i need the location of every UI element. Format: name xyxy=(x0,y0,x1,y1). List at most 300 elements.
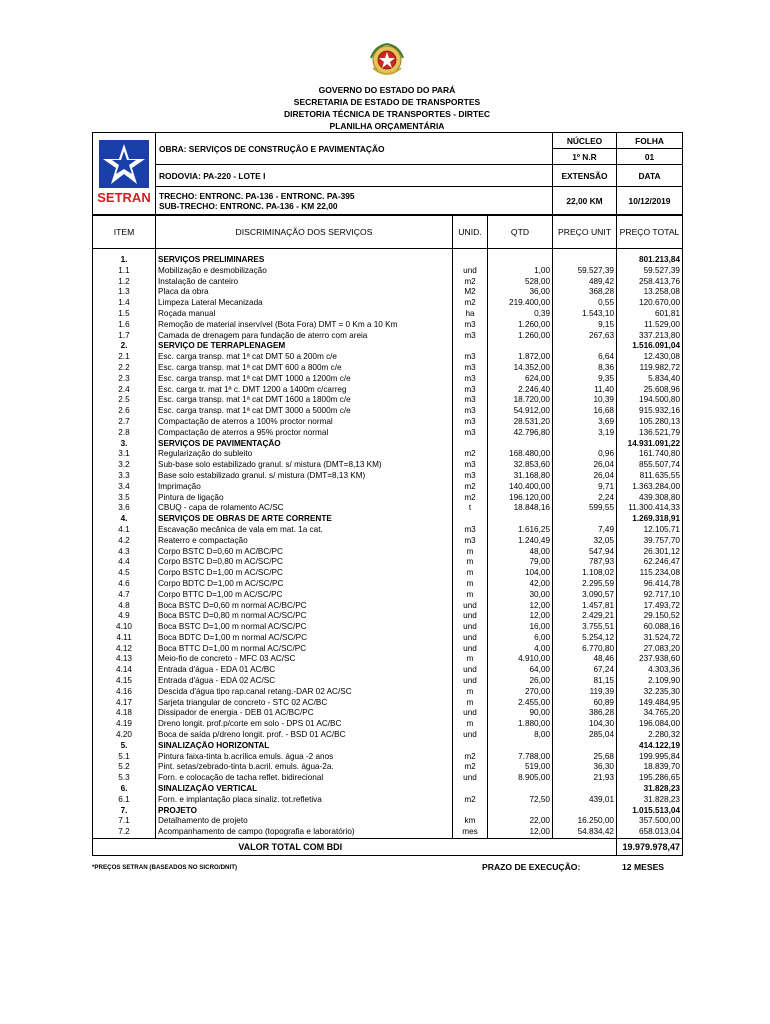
cell-desc: Dreno longit. prof.p/corte em solo - DPS 01 AC/BC xyxy=(156,719,453,730)
cell-qtd: 14.352,00 xyxy=(488,363,553,374)
table-row xyxy=(93,601,683,612)
cell-desc: Reaterro e compactação xyxy=(156,536,453,547)
cell-item: 4.6 xyxy=(93,579,156,590)
cell-desc: SERVIÇOS PRELIMINARES xyxy=(156,249,453,266)
cell-pt: 12.430,08 xyxy=(617,352,683,363)
cell-pu: 16,68 xyxy=(553,406,617,417)
cell-pt: 801.213,84 xyxy=(617,249,683,266)
cell-qtd: 18.720,00 xyxy=(488,395,553,406)
cell-unid: m2 xyxy=(453,795,488,806)
obra-field: OBRA: SERVIÇOS DE CONSTRUÇÃO E PAVIMENTAÇÃO xyxy=(156,133,553,165)
table-row xyxy=(93,287,683,298)
cell-pu: 6.770,80 xyxy=(553,644,617,655)
cell-qtd: 90,00 xyxy=(488,708,553,719)
cell-item: 4.10 xyxy=(93,622,156,633)
rodovia-field: RODOVIA: PA-220 - LOTE I xyxy=(156,165,553,187)
cell-qtd: 4.910,00 xyxy=(488,654,553,665)
cell-pu: 1.457,81 xyxy=(553,601,617,612)
subtrecho-field: SUB-TRECHO: ENTRONC. PA-136 - KM 22,00 xyxy=(156,201,553,215)
cell-qtd: 140.400,00 xyxy=(488,482,553,493)
cell-pt: 105.280,13 xyxy=(617,417,683,428)
cell-pu: 119,39 xyxy=(553,687,617,698)
cell-item: 3.3 xyxy=(93,471,156,482)
cell-unid xyxy=(453,784,488,795)
cell-pu xyxy=(553,249,617,266)
cell-pu: 9,35 xyxy=(553,374,617,385)
cell-unid: t xyxy=(453,503,488,514)
col-discriminacao: DISCRIMINAÇÃO DOS SERVIÇOS xyxy=(156,216,453,249)
cell-qtd xyxy=(488,784,553,795)
cell-item: 2.1 xyxy=(93,352,156,363)
cell-item: 3.5 xyxy=(93,493,156,504)
cell-pu: 32,05 xyxy=(553,536,617,547)
cell-desc: Placa da obra xyxy=(156,287,453,298)
cell-qtd xyxy=(488,806,553,817)
cell-unid xyxy=(453,741,488,752)
cell-pt: 29.150,52 xyxy=(617,611,683,622)
cell-unid: m3 xyxy=(453,395,488,406)
cell-pu: 7,49 xyxy=(553,525,617,536)
cell-qtd: 528,00 xyxy=(488,277,553,288)
cell-unid: m2 xyxy=(453,752,488,763)
cell-pt: 195.286,65 xyxy=(617,773,683,784)
cell-qtd: 26,00 xyxy=(488,676,553,687)
table-row xyxy=(93,752,683,763)
budget-sheet xyxy=(92,38,682,876)
cell-qtd: 219.400,00 xyxy=(488,298,553,309)
cell-item: 1.1 xyxy=(93,266,156,277)
cell-pt: 1.363.284,00 xyxy=(617,482,683,493)
cell-qtd xyxy=(488,741,553,752)
cell-unid xyxy=(453,806,488,817)
cell-pt: 1.516.091,04 xyxy=(617,341,683,352)
table-row xyxy=(93,687,683,698)
cell-pt: 115.234,08 xyxy=(617,568,683,579)
table-row xyxy=(93,719,683,730)
cell-qtd: 30,00 xyxy=(488,590,553,601)
total-label: VALOR TOTAL COM BDI xyxy=(93,839,488,856)
setran-logo xyxy=(93,133,156,215)
cell-desc: Mobilização e desmobilização xyxy=(156,266,453,277)
cell-qtd xyxy=(488,514,553,525)
cell-pu: 439,01 xyxy=(553,795,617,806)
state-coat-of-arms-icon xyxy=(365,38,409,82)
table-row xyxy=(93,352,683,363)
cell-pu: 0,96 xyxy=(553,449,617,460)
cell-item: 4.12 xyxy=(93,644,156,655)
cell-pt: 161.740,80 xyxy=(617,449,683,460)
col-qtd: QTD xyxy=(488,216,553,249)
table-row xyxy=(93,547,683,558)
data-label: DATA xyxy=(617,165,683,187)
cell-unid: m xyxy=(453,557,488,568)
cell-qtd: 48,00 xyxy=(488,547,553,558)
cell-desc: Sarjeta triangular de concreto - STC 02 AC/BC xyxy=(156,698,453,709)
cell-unid: m2 xyxy=(453,277,488,288)
cell-unid: m3 xyxy=(453,536,488,547)
cell-item: 5.2 xyxy=(93,762,156,773)
cell-pu: 0,55 xyxy=(553,298,617,309)
cell-qtd: 168.480,00 xyxy=(488,449,553,460)
cell-item: 4.7 xyxy=(93,590,156,601)
table-row xyxy=(93,471,683,482)
cell-qtd: 28.531,20 xyxy=(488,417,553,428)
cell-unid: mes xyxy=(453,827,488,838)
cell-unid: und xyxy=(453,730,488,741)
cell-desc: Esc. carga transp. mat 1ª cat DMT 50 a 200m c/e xyxy=(156,352,453,363)
cell-qtd: 22,00 xyxy=(488,816,553,827)
column-header-row xyxy=(92,215,683,249)
cell-pt: 62.246,47 xyxy=(617,557,683,568)
table-row xyxy=(93,730,683,741)
cell-unid: m3 xyxy=(453,363,488,374)
cell-pu: 8,36 xyxy=(553,363,617,374)
trecho-field: TRECHO: ENTRONC. PA-136 - ENTRONC. PA-395 xyxy=(156,187,553,201)
cell-unid: m3 xyxy=(453,406,488,417)
cell-pu: 6,64 xyxy=(553,352,617,363)
cell-pu: 81,15 xyxy=(553,676,617,687)
cell-qtd: 0,39 xyxy=(488,309,553,320)
cell-desc: Forn. e colocação de tacha reflet. bidirecional xyxy=(156,773,453,784)
cell-pt: 337.213,80 xyxy=(617,331,683,342)
cell-pt: 31.828,23 xyxy=(617,784,683,795)
cell-qtd: 270,00 xyxy=(488,687,553,698)
cell-pu: 599,55 xyxy=(553,503,617,514)
cell-pt: 96.414,78 xyxy=(617,579,683,590)
cell-unid: m3 xyxy=(453,428,488,439)
cell-pu: 267,63 xyxy=(553,331,617,342)
cell-qtd: 7.788,00 xyxy=(488,752,553,763)
cell-pu: 547,94 xyxy=(553,547,617,558)
cell-item: 7. xyxy=(93,806,156,817)
cell-unid xyxy=(453,439,488,450)
table-row xyxy=(93,708,683,719)
cell-unid xyxy=(453,341,488,352)
cell-pu: 48,46 xyxy=(553,654,617,665)
cell-desc: CBUQ - capa de rolamento AC/SC xyxy=(156,503,453,514)
cell-unid: m3 xyxy=(453,352,488,363)
cell-qtd: 104,00 xyxy=(488,568,553,579)
cell-item: 4.2 xyxy=(93,536,156,547)
cell-desc: Remoção de material inservível (Bota Fora) DMT = 0 Km a 10 Km xyxy=(156,320,453,331)
cell-desc: Esc. carga tr. mat 1ª c. DMT 1200 a 1400m c/carreg xyxy=(156,385,453,396)
nucleo-value: 1º N.R xyxy=(553,149,617,165)
cell-pu: 489,42 xyxy=(553,277,617,288)
cell-item: 1.3 xyxy=(93,287,156,298)
cell-pt: 136.521,79 xyxy=(617,428,683,439)
table-row xyxy=(93,827,683,838)
cell-pt: 811.635,55 xyxy=(617,471,683,482)
cell-qtd: 4,00 xyxy=(488,644,553,655)
cell-pu: 67,24 xyxy=(553,665,617,676)
table-row xyxy=(93,633,683,644)
table-row xyxy=(93,644,683,655)
table-row xyxy=(93,698,683,709)
cell-pt: 39.757,70 xyxy=(617,536,683,547)
cell-desc: Boca BSTC D=1,00 m normal AC/SC/PC xyxy=(156,622,453,633)
cell-unid: m3 xyxy=(453,471,488,482)
cell-unid: m xyxy=(453,547,488,558)
cell-pu: 104,30 xyxy=(553,719,617,730)
cell-desc: Esc. carga transp. mat 1ª cat DMT 3000 a 5000m c/e xyxy=(156,406,453,417)
prazo-label: PRAZO DE EXECUÇÃO: xyxy=(482,862,581,873)
cell-unid: m3 xyxy=(453,385,488,396)
cell-item: 4.15 xyxy=(93,676,156,687)
cell-unid: ha xyxy=(453,309,488,320)
cell-desc: Esc. carga transp. mat 1ª cat DMT 600 a 800m c/e xyxy=(156,363,453,374)
folha-label: FOLHA xyxy=(617,133,683,149)
cell-pu: 9,71 xyxy=(553,482,617,493)
cell-pu: 3,69 xyxy=(553,417,617,428)
table-row xyxy=(93,374,683,385)
cell-unid: und xyxy=(453,644,488,655)
cell-desc: Corpo BTTC D=1,00 m AC/SC/PC xyxy=(156,590,453,601)
table-row xyxy=(93,654,683,665)
cell-qtd: 31.168,80 xyxy=(488,471,553,482)
cell-pt: 149.484,95 xyxy=(617,698,683,709)
cell-unid: m2 xyxy=(453,493,488,504)
cell-pt: 120.670,00 xyxy=(617,298,683,309)
cell-qtd: 16,00 xyxy=(488,622,553,633)
cell-item: 2.5 xyxy=(93,395,156,406)
cell-desc: Detalhamento de projeto xyxy=(156,816,453,827)
cell-qtd: 2.246,40 xyxy=(488,385,553,396)
cell-pu: 36,30 xyxy=(553,762,617,773)
cell-unid: und xyxy=(453,266,488,277)
table-row xyxy=(93,428,683,439)
cell-pu: 60,89 xyxy=(553,698,617,709)
col-preco-unit: PREÇO UNIT xyxy=(553,216,617,249)
cell-qtd: 1.872,00 xyxy=(488,352,553,363)
cell-item: 3. xyxy=(93,439,156,450)
section-row xyxy=(93,341,683,352)
cell-desc: Acompanhamento de campo (topografia e laboratório) xyxy=(156,827,453,838)
cell-pt: 439.308,80 xyxy=(617,493,683,504)
section-row xyxy=(93,806,683,817)
cell-pt: 194.500,80 xyxy=(617,395,683,406)
cell-unid: und xyxy=(453,611,488,622)
cell-unid: m2 xyxy=(453,449,488,460)
table-row xyxy=(93,385,683,396)
cell-item: 4.1 xyxy=(93,525,156,536)
cell-unid: m xyxy=(453,579,488,590)
cell-pu xyxy=(553,784,617,795)
cell-item: 3.2 xyxy=(93,460,156,471)
cell-desc: Sub-base solo estabilizado granul. s/ mistura (DMT=8,13 KM) xyxy=(156,460,453,471)
cell-pt: 658.013,04 xyxy=(617,827,683,838)
cell-desc: Compactação de aterros a 100% proctor normal xyxy=(156,417,453,428)
table-row xyxy=(93,568,683,579)
cell-unid: M2 xyxy=(453,287,488,298)
cell-desc: Regularização do subleito xyxy=(156,449,453,460)
table-row xyxy=(93,363,683,374)
cell-desc: Boca BDTC D=1,00 m normal AC/SC/PC xyxy=(156,633,453,644)
cell-unid: m xyxy=(453,590,488,601)
table-row xyxy=(93,417,683,428)
cell-pt: 25.608,96 xyxy=(617,385,683,396)
cell-pt: 414.122,19 xyxy=(617,741,683,752)
cell-item: 2.6 xyxy=(93,406,156,417)
table-row xyxy=(93,298,683,309)
cell-item: 2.7 xyxy=(93,417,156,428)
cell-unid: m xyxy=(453,698,488,709)
cell-desc: Boca BSTC D=0,60 m normal AC/BC/PC xyxy=(156,601,453,612)
cell-pu xyxy=(553,341,617,352)
cell-item: 4.17 xyxy=(93,698,156,709)
cell-pt: 11.529,00 xyxy=(617,320,683,331)
cell-qtd: 12,00 xyxy=(488,827,553,838)
cell-item: 2.2 xyxy=(93,363,156,374)
cell-desc: Boca de saída p/dreno longit. prof. - BSD 01 AC/BC xyxy=(156,730,453,741)
footer-notes xyxy=(92,862,682,876)
cell-desc: Corpo BSTC D=0,80 m AC/SC/PC xyxy=(156,557,453,568)
cell-desc: SINALIZAÇÃO VERTICAL xyxy=(156,784,453,795)
cell-desc: Corpo BDTC D=1,00 m AC/SC/PC xyxy=(156,579,453,590)
cell-qtd: 1,00 xyxy=(488,266,553,277)
cell-pt: 196.084,00 xyxy=(617,719,683,730)
cell-item: 4.11 xyxy=(93,633,156,644)
setran-star-icon xyxy=(95,138,153,208)
cell-unid: m xyxy=(453,719,488,730)
table-row xyxy=(93,590,683,601)
cell-pu: 26,04 xyxy=(553,460,617,471)
cell-pu: 11,40 xyxy=(553,385,617,396)
cell-pt: 855.507,74 xyxy=(617,460,683,471)
table-row xyxy=(93,460,683,471)
nucleo-label: NÚCLEO xyxy=(553,133,617,149)
col-unid: UNID. xyxy=(453,216,488,249)
cell-desc: Escavação mecânica de vala em mat. 1a cat. xyxy=(156,525,453,536)
cell-unid: und xyxy=(453,773,488,784)
cell-pt: 18.839,70 xyxy=(617,762,683,773)
cell-desc: Pintura de ligação xyxy=(156,493,453,504)
cell-item: 2. xyxy=(93,341,156,352)
cell-unid: m3 xyxy=(453,417,488,428)
cell-desc: Pintura faixa-tinta b.acrílica emuls. água -2 anos xyxy=(156,752,453,763)
cell-pt: 17.493,72 xyxy=(617,601,683,612)
cell-item: 7.2 xyxy=(93,827,156,838)
cell-pu: 9,15 xyxy=(553,320,617,331)
cell-desc: Boca BTTC D=1,00 m normal AC/SC/PC xyxy=(156,644,453,655)
cell-qtd: 12,00 xyxy=(488,611,553,622)
cell-qtd: 36,00 xyxy=(488,287,553,298)
cell-desc: Corpo BSTC D=1,00 m AC/SC/PC xyxy=(156,568,453,579)
cell-desc: SINALIZAÇÃO HORIZONTAL xyxy=(156,741,453,752)
cell-pt: 60.088,16 xyxy=(617,622,683,633)
cell-desc: Compactação de aterros a 95% proctor normal xyxy=(156,428,453,439)
cell-qtd xyxy=(488,249,553,266)
cell-item: 2.3 xyxy=(93,374,156,385)
cell-qtd: 54.912,00 xyxy=(488,406,553,417)
cell-desc: Camada de drenagem para fundação de aterro com areia xyxy=(156,331,453,342)
cell-unid xyxy=(453,249,488,266)
cell-qtd: 12,00 xyxy=(488,601,553,612)
cell-desc: SERVIÇOS DE OBRAS DE ARTE CORRENTE xyxy=(156,514,453,525)
cell-item: 3.6 xyxy=(93,503,156,514)
cell-item: 4.8 xyxy=(93,601,156,612)
cell-item: 4. xyxy=(93,514,156,525)
table-row xyxy=(93,493,683,504)
table-row xyxy=(93,557,683,568)
cell-pu: 59.527,39 xyxy=(553,266,617,277)
cell-pt: 92.717,10 xyxy=(617,590,683,601)
cell-pt: 237.938,60 xyxy=(617,654,683,665)
cell-desc: SERVIÇO DE TERRAPLENAGEM xyxy=(156,341,453,352)
cell-pt: 119.982,72 xyxy=(617,363,683,374)
cell-pt: 2.109,90 xyxy=(617,676,683,687)
cell-qtd: 519,00 xyxy=(488,762,553,773)
table-row xyxy=(93,503,683,514)
cell-desc: Entrada d'água - EDA 02 AC/SC xyxy=(156,676,453,687)
cell-pu xyxy=(553,439,617,450)
cell-item: 6.1 xyxy=(93,795,156,806)
cell-pt: 5.834,40 xyxy=(617,374,683,385)
cell-pu: 3.090,57 xyxy=(553,590,617,601)
cell-qtd xyxy=(488,341,553,352)
cell-item: 4.18 xyxy=(93,708,156,719)
cell-item: 1.7 xyxy=(93,331,156,342)
cell-desc: Meio-fio de concreto - MFC 03 AC/SC xyxy=(156,654,453,665)
heading-line-2: SECRETARIA DE ESTADO DE TRANSPORTES xyxy=(293,97,481,107)
cell-qtd: 18.848,16 xyxy=(488,503,553,514)
cell-unid: und xyxy=(453,665,488,676)
cell-unid: m3 xyxy=(453,525,488,536)
cell-desc: Esc. carga transp. mat 1ª cat DMT 1000 a 1200m c/e xyxy=(156,374,453,385)
cell-item: 3.1 xyxy=(93,449,156,460)
cell-pu: 25,68 xyxy=(553,752,617,763)
heading-line-3: DIRETORIA TÉCNICA DE TRANSPORTES - DIRTEC xyxy=(283,109,491,119)
table-row xyxy=(93,579,683,590)
cell-pt: 915.932,16 xyxy=(617,406,683,417)
document-heading xyxy=(92,84,682,132)
cell-unid: und xyxy=(453,708,488,719)
cell-item: 4.4 xyxy=(93,557,156,568)
cell-item: 2.4 xyxy=(93,385,156,396)
cell-unid: m3 xyxy=(453,331,488,342)
cell-item: 4.5 xyxy=(93,568,156,579)
cell-item: 4.16 xyxy=(93,687,156,698)
cell-unid xyxy=(453,514,488,525)
extensao-label: EXTENSÃO xyxy=(553,165,617,187)
cell-unid: und xyxy=(453,676,488,687)
table-row xyxy=(93,277,683,288)
cell-pt: 1.015.513,04 xyxy=(617,806,683,817)
cell-qtd: 64,00 xyxy=(488,665,553,676)
cell-pt: 258.413,76 xyxy=(617,277,683,288)
cell-item: 4.20 xyxy=(93,730,156,741)
cell-item: 5.3 xyxy=(93,773,156,784)
cell-pt: 2.280,32 xyxy=(617,730,683,741)
cell-desc: SERVIÇOS DE PAVIMENTAÇÃO xyxy=(156,439,453,450)
svg-text:SETRAN: SETRAN xyxy=(97,189,151,205)
table-row xyxy=(93,449,683,460)
cell-pu xyxy=(553,514,617,525)
cell-qtd: 72,50 xyxy=(488,795,553,806)
table-row xyxy=(93,482,683,493)
cell-pu: 2.429,21 xyxy=(553,611,617,622)
cell-item: 7.1 xyxy=(93,816,156,827)
table-row xyxy=(93,525,683,536)
cell-qtd: 1.260,00 xyxy=(488,320,553,331)
cell-pu: 1.108,02 xyxy=(553,568,617,579)
cell-unid: m xyxy=(453,568,488,579)
cell-item: 3.4 xyxy=(93,482,156,493)
cell-pu: 5.254,12 xyxy=(553,633,617,644)
cell-qtd: 42,00 xyxy=(488,579,553,590)
cell-desc: Dissipador de energia - DEB 01 AC/BC/PC xyxy=(156,708,453,719)
cell-pu: 787,93 xyxy=(553,557,617,568)
price-source-note: *PREÇOS SETRAN (BASEADOS NO SICRO/DNIT) xyxy=(92,864,238,872)
